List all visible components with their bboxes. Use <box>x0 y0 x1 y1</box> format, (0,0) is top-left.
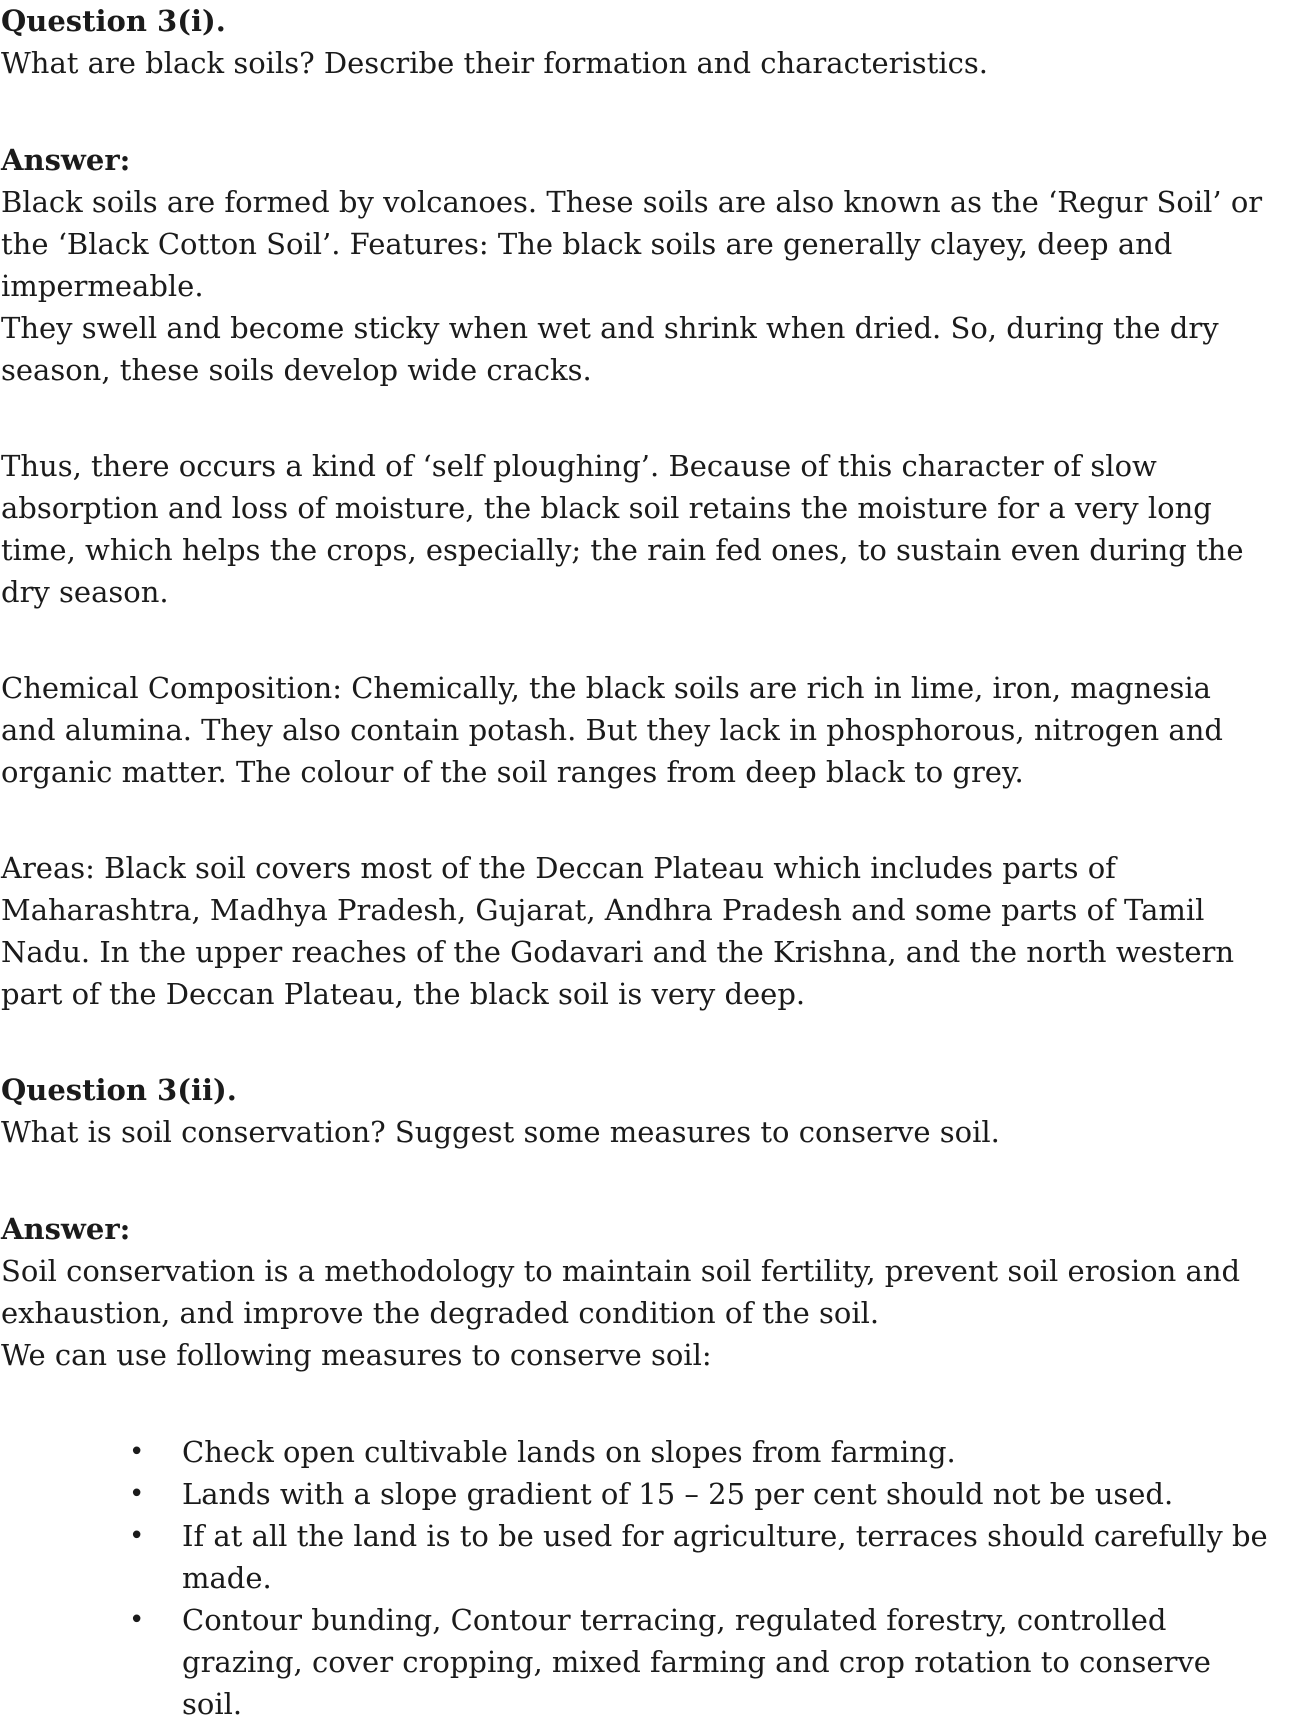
answer-line: Areas: Black soil covers most of the Deccan Plateau which includes parts of <box>1 851 1116 885</box>
question-heading: Question 3(ii). <box>1 1073 237 1107</box>
answer-line: absorption and loss of moisture, the black soil retains the moisture for a very long <box>1 491 1212 525</box>
list-item-line: Contour bunding, Contour terracing, regulated forestry, controlled <box>182 1603 1167 1637</box>
document-page <box>1 0 1291 1725</box>
question-heading: Question 3(i). <box>1 4 226 38</box>
list-item-line: made. <box>182 1561 272 1595</box>
answer-line: time, which helps the crops, especially; the rain fed ones, to sustain even during the <box>1 533 1244 567</box>
answer-line: Thus, there occurs a kind of ‘self ploughing’. Because of this character of slow <box>1 449 1157 483</box>
list-item-line: Check open cultivable lands on slopes from farming. <box>182 1435 956 1469</box>
list-item-line: grazing, cover cropping, mixed farming and crop rotation to conserve <box>182 1645 1211 1679</box>
question-text: What are black soils? Describe their formation and characteristics. <box>1 46 988 80</box>
answer-paragraph <box>1 1250 1291 1376</box>
answer-line: part of the Deccan Plateau, the black soil is very deep. <box>1 977 806 1011</box>
answer-line: Maharashtra, Madhya Pradesh, Gujarat, Andhra Pradesh and some parts of Tamil <box>1 893 1205 927</box>
answer-line: They swell and become sticky when wet and shrink when dried. So, during the dry <box>1 311 1219 345</box>
measures-list <box>1 1431 1291 1725</box>
answer-line: season, these soils develop wide cracks. <box>1 353 592 387</box>
answer-heading: Answer: <box>1 143 131 177</box>
answer-line: impermeable. <box>1 269 204 303</box>
answer-line: exhaustion, and improve the degraded condition of the soil. <box>1 1296 880 1330</box>
answer-paragraph <box>1 847 1291 1015</box>
answer-line: Nadu. In the upper reaches of the Godavari and the Krishna, and the north western <box>1 935 1235 969</box>
answer-heading: Answer: <box>1 1212 131 1246</box>
answer-line: the ‘Black Cotton Soil’. Features: The black soils are generally clayey, deep and <box>1 227 1173 261</box>
answer-paragraph <box>1 181 1291 391</box>
bullet-icon: • <box>129 1521 145 1551</box>
list-item-line: Lands with a slope gradient of 15 – 25 per cent should not be used. <box>182 1477 1174 1511</box>
list-item <box>1 1515 1291 1599</box>
answer-paragraph <box>1 445 1291 613</box>
list-item <box>1 1473 1291 1515</box>
list-item <box>1 1431 1291 1473</box>
list-item <box>1 1599 1291 1725</box>
answer-paragraph <box>1 667 1291 793</box>
list-item-line: soil. <box>182 1687 243 1721</box>
bullet-icon: • <box>129 1437 145 1467</box>
bullet-icon: • <box>129 1479 145 1509</box>
bullet-icon: • <box>129 1605 145 1635</box>
answer-line: dry season. <box>1 575 169 609</box>
answer-line: We can use following measures to conserve soil: <box>1 1338 712 1372</box>
answer-line: Black soils are formed by volcanoes. These soils are also known as the ‘Regur Soil’ or <box>1 185 1263 219</box>
list-item-line: If at all the land is to be used for agriculture, terraces should carefully be <box>182 1519 1268 1553</box>
answer-line: Soil conservation is a methodology to maintain soil fertility, prevent soil erosion and <box>1 1254 1241 1288</box>
question-text: What is soil conservation? Suggest some measures to conserve soil. <box>1 1115 1000 1149</box>
answer-line: organic matter. The colour of the soil ranges from deep black to grey. <box>1 755 1024 789</box>
answer-line: Chemical Composition: Chemically, the black soils are rich in lime, iron, magnesia <box>1 671 1211 705</box>
answer-line: and alumina. They also contain potash. But they lack in phosphorous, nitrogen and <box>1 713 1223 747</box>
